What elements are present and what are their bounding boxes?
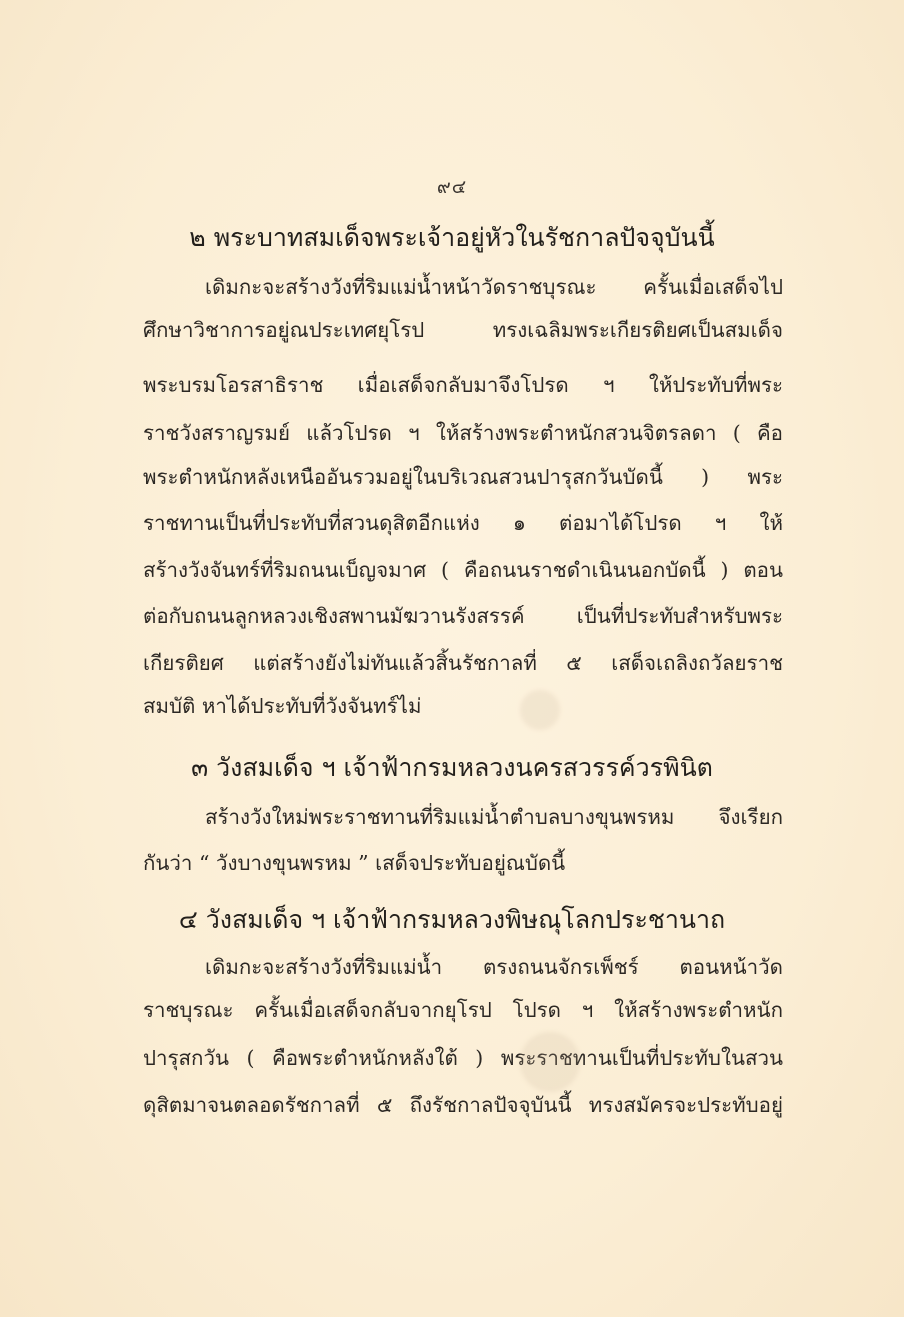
paragraph-line: กันว่า “ วังบางขุนพรหม ” เสด็จประทับอยู่ณบัดนี้: [143, 851, 566, 875]
paper-smudge: [520, 1032, 580, 1092]
paragraph-line: สมบัติ หาได้ประทับที่วังจันทร์ไม่: [143, 694, 422, 718]
paragraph-line: เดิมกะจะสร้างวังที่ริมแม่น้ำหน้าวัดราชบุรณะ ครั้นเมื่อเสด็จไป: [205, 275, 783, 299]
paragraph-line: สร้างวังใหม่พระราชทานที่ริมแม่น้ำตำบลบางขุนพรหม จึงเรียก: [205, 805, 783, 829]
page-number: ๙๔: [436, 176, 468, 198]
paragraph-line: ต่อกับถนนลูกหลวงเชิงสพานมัฆวานรังสรรค์ เป็นที่ประทับสำหรับพระ: [143, 604, 783, 628]
paragraph-line: สร้างวังจันทร์ที่ริมถนนเบ็ญจมาศ ( คือถนนราชดำเนินนอกบัดนี้ ) ตอน: [143, 558, 783, 582]
paragraph-line: เกียรติยศ แต่สร้างยังไม่ทันแล้วสิ้นรัชกาลที่ ๕ เสด็จเถลิงถวัลยราช: [143, 651, 783, 675]
section-heading-4: ๔ วังสมเด็จ ฯ เจ้าฟ้ากรมหลวงพิษณุโลกประชานาถ: [178, 905, 726, 934]
paragraph-line: ศึกษาวิชาการอยู่ณประเทศยุโรป ทรงเฉลิมพระเกียรติยศเป็นสมเด็จ: [143, 318, 783, 342]
paragraph-line: พระตำหนักหลังเหนืออันรวมอยู่ในบริเวณสวนปารุสกวันบัดนี้ ) พระ: [143, 465, 783, 489]
paragraph-line: ราชบุรณะ ครั้นเมื่อเสด็จกลับจากยุโรป โปรด ฯ ให้สร้างพระตำหนัก: [143, 998, 783, 1022]
paragraph-line: พระบรมโอรสาธิราช เมื่อเสด็จกลับมาจึงโปรด ฯ ให้ประทับที่พระ: [143, 373, 783, 397]
section-heading-2: ๒ พระบาทสมเด็จพระเจ้าอยู่หัวในรัชกาลปัจจุบันนี้: [189, 223, 715, 252]
paragraph-line: ราชวังสราญรมย์ แล้วโปรด ฯ ให้สร้างพระตำหนักสวนจิตรลดา ( คือ: [143, 421, 783, 445]
paper-smudge: [520, 690, 560, 730]
paragraph-line: ดุสิตมาจนตลอดรัชกาลที่ ๕ ถึงรัชกาลปัจจุบันนี้ ทรงสมัครจะประทับอยู่: [143, 1093, 783, 1117]
section-heading-3: ๓ วังสมเด็จ ฯ เจ้าฟ้ากรมหลวงนครสวรรค์วรพินิต: [191, 753, 713, 782]
paragraph-line: ปารุสกวัน ( คือพระตำหนักหลังใต้ ) พระราชทานเป็นที่ประทับในสวน: [143, 1046, 783, 1070]
paragraph-line: เดิมกะจะสร้างวังที่ริมแม่น้ำ ตรงถนนจักรเพ็ชร์ ตอนหน้าวัด: [205, 955, 783, 979]
paragraph-line: ราชทานเป็นที่ประทับที่สวนดุสิตอีกแห่ง ๑ ต่อมาได้โปรด ฯ ให้: [143, 511, 783, 535]
